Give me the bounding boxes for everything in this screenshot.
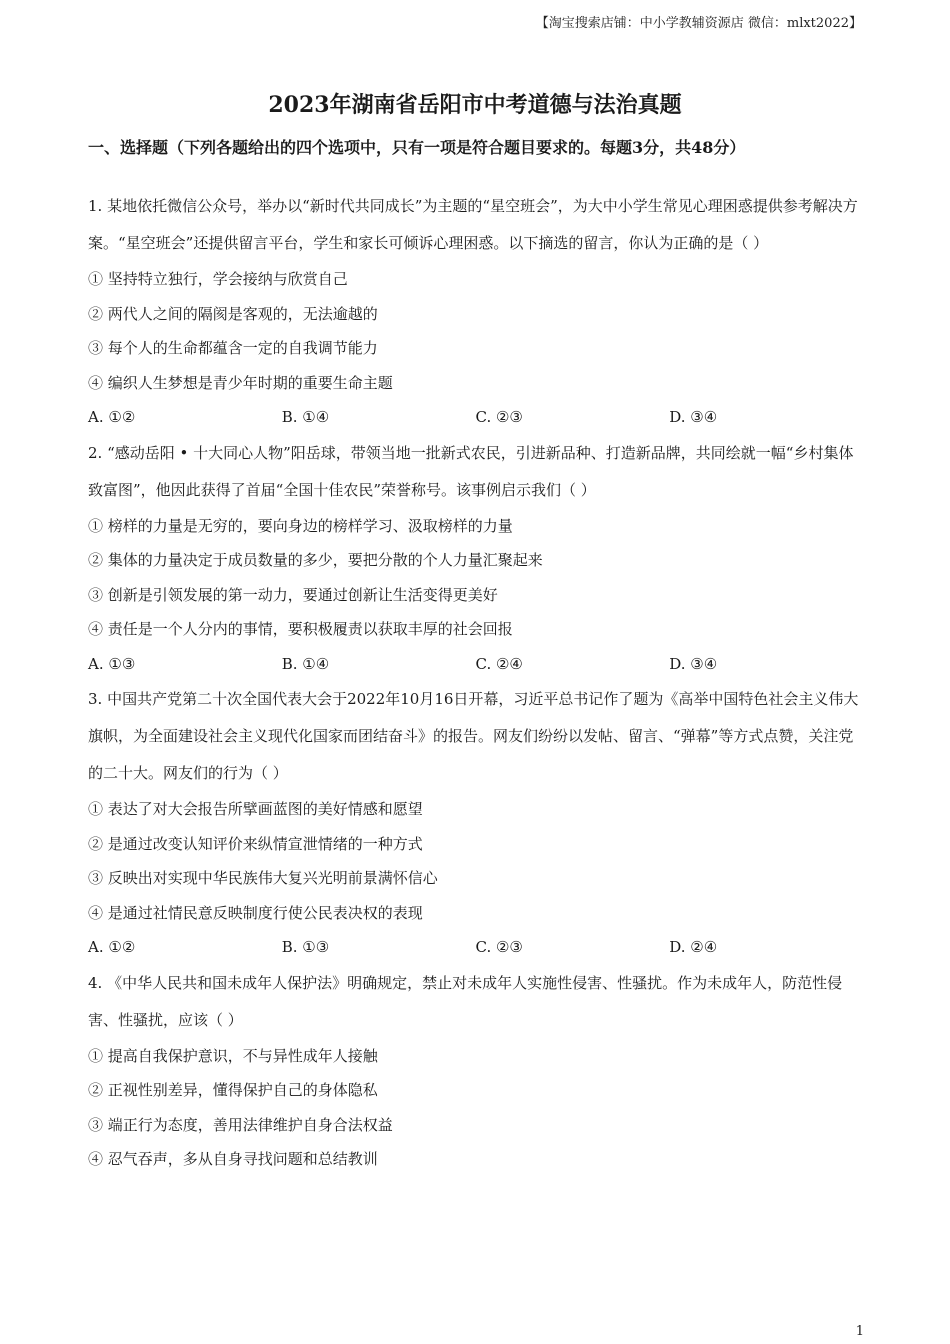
choice-d: D. ③④ (669, 654, 718, 673)
question-stem: 1. 某地依托微信公众号，举办以“新时代共同成长”为主题的“星空班会”，为大中小学生常见心理困惑提供参考解决方案。“星空班会”还提供留言平台，学生和家长可倾诉心理困惑。以下摘选的留言，你认为正确的是（ ） (88, 197, 858, 252)
statement-option: ④ 责任是一个人分内的事情，要积极履责以获取丰厚的社会回报 (88, 620, 513, 638)
question-list (88, 188, 863, 1177)
choice-a: A. ①③ (88, 654, 136, 673)
page-number: 1 (855, 1324, 864, 1339)
statement-option: ① 榜样的力量是无穷的，要向身边的榜样学习、汲取榜样的力量 (88, 516, 513, 535)
section-heading: 一、选择题（下列各题给出的四个选项中，只有一项是符合题目要求的。每题3分，共48分） (88, 138, 746, 157)
choice-a: A. ①② (88, 938, 136, 956)
statement-option: ① 表达了对大会报告所擘画蓝图的美好情感和愿望 (88, 800, 423, 818)
statement-option: ① 坚持特立独行，学会接纳与欣赏自己 (88, 270, 348, 288)
choice-b: B. ①③ (281, 938, 330, 956)
answer-choices (88, 930, 863, 965)
statement-option: ② 集体的力量决定于成员数量的多少，要把分散的个人力量汇聚起来 (88, 551, 543, 569)
choice-c: C. ②③ (475, 938, 523, 956)
statement-option: ④ 忍气吞声，多从自身寻找问题和总结教训 (88, 1150, 378, 1168)
statement-option: ① 提高自我保护意识，不与异性成年人接触 (88, 1046, 378, 1065)
question-stem: 2. “感动岳阳 • 十大同心人物”阳岳球，带领当地一批新式农民，引进新品种、打造新品牌，共同绘就一幅“乡村集体致富图”，他因此获得了首届“全国十佳农民”荣誉称号。该事例启示我们（ ） (88, 443, 854, 499)
choice-b: B. ①④ (281, 408, 330, 426)
answer-choices (88, 400, 863, 435)
statement-option: ④ 编织人生梦想是青少年时期的重要生命主题 (88, 373, 393, 392)
choice-c: C. ②④ (475, 654, 523, 673)
question-2 (88, 435, 863, 682)
statement-option: ② 是通过改变认知评价来纵情宣泄情绪的一种方式 (88, 834, 423, 853)
choice-d: D. ③④ (669, 408, 718, 426)
statement-option: ③ 创新是引领发展的第一动力，要通过创新让生活变得更美好 (88, 585, 498, 604)
statement-option: ② 正视性别差异，懂得保护自己的身体隐私 (88, 1081, 378, 1099)
choice-a: A. ①② (88, 408, 136, 426)
header-note: 【淘宝搜索店铺：中小学教辅资源店 微信：mlxt2022】 (535, 16, 862, 31)
statement-option: ④ 是通过社情民意反映制度行使公民表决权的表现 (88, 903, 423, 922)
choice-b: B. ①④ (281, 654, 330, 673)
question-3 (88, 681, 863, 965)
choice-d: D. ②④ (669, 938, 718, 956)
question-1 (88, 188, 863, 435)
statement-option: ③ 每个人的生命都蕴含一定的自我调节能力 (88, 339, 378, 357)
page-title: 2023年湖南省岳阳市中考道德与法治真题 (268, 92, 682, 118)
statement-option: ③ 反映出对实现中华民族伟大复兴光明前景满怀信心 (88, 869, 438, 887)
question-stem: 4. 《中华人民共和国未成年人保护法》明确规定，禁止对未成年人实施性侵害、性骚扰。作为未成年人，防范性侵害、性骚扰，应该（ ） (88, 973, 843, 1029)
question-4 (88, 965, 863, 1177)
statement-option: ③ 端正行为态度，善用法律维护自身合法权益 (88, 1115, 393, 1134)
question-stem: 3. 中国共产党第二十次全国代表大会于2022年10月16日开幕，习近平总书记作了题为《高举中国特色社会主义伟大旗帜，为全面建设社会主义现代化国家而团结奋斗》的报告。网友们纷纷以发帖、留言、“弹幕”等方式点赞，关注党的二十大。网友们的行为（ ） (88, 690, 859, 782)
choice-c: C. ②③ (475, 408, 523, 426)
statement-option: ② 两代人之间的隔阂是客观的，无法逾越的 (88, 304, 378, 323)
answer-choices (88, 647, 863, 682)
